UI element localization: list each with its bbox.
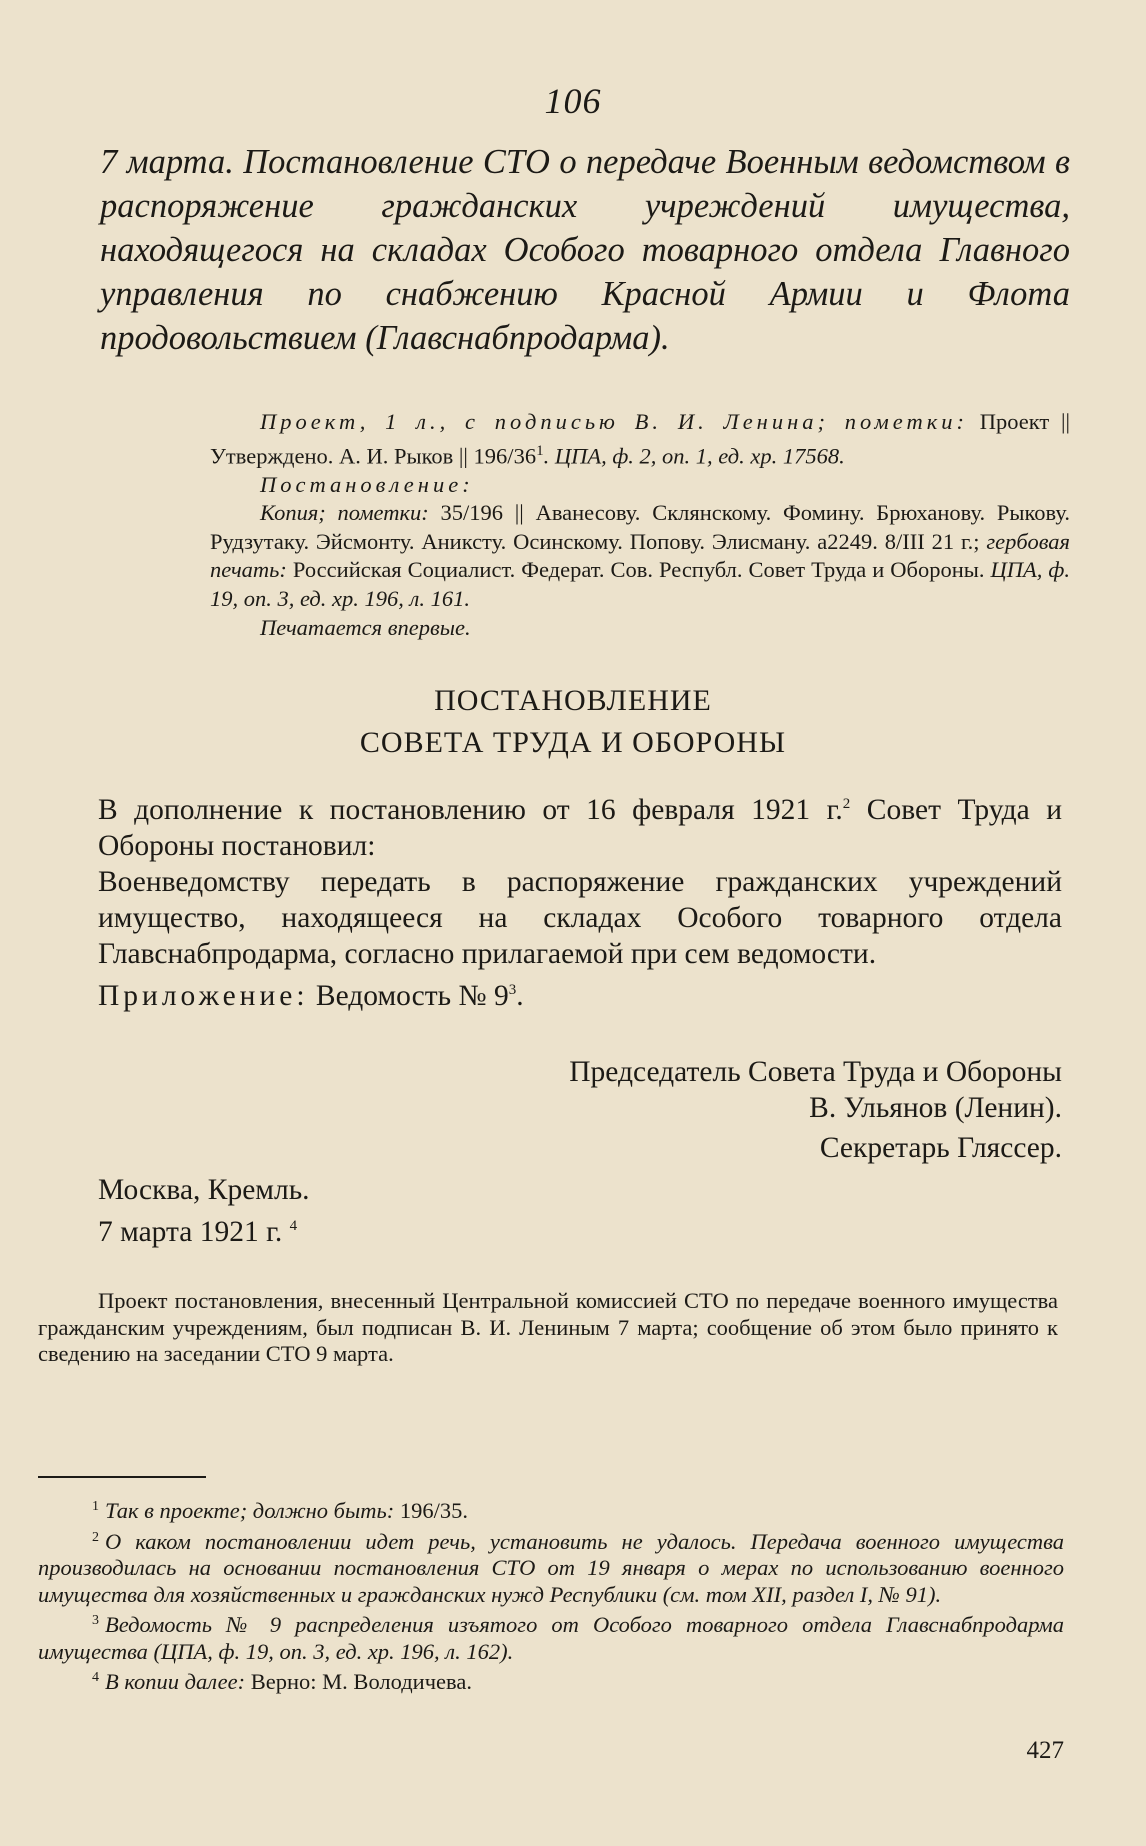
footnotes: [38, 1494, 1064, 1696]
header-page-number: 106: [544, 81, 602, 121]
body-paragraph-2: Военведомству передать в распоряжение гражданских учреждений имущество, находящееся на складах Особого товарного отдела Главснабпродарма, согласно прилагаемой при сем ведомости.: [98, 865, 1062, 970]
published-note: Печатается впервые.: [260, 614, 471, 640]
resolution-title-line1: ПОСТАНОВЛЕНИЕ: [434, 684, 712, 717]
place-date: [98, 1172, 310, 1250]
footer-page-number: 427: [1026, 1737, 1064, 1764]
editorial-note: Проект постановления, внесенный Центральной комиссией СТО по передаче военного имущества гражданским учреждениям, был подписан В. И. Лениным 7 марта; сообщение об этом было принято к сведению на заседании СТО 9 марта.: [38, 1288, 1058, 1366]
footnote-divider: [38, 1476, 206, 1478]
date: 7 марта 1921 г. $^4$: [98, 1215, 298, 1248]
footnote-4: $^4$ В копии далее: Верно: М. Володичева.: [92, 1669, 472, 1694]
resolution-title: [0, 680, 1146, 764]
body-appendix: Приложение: Ведомость № $9^3$.: [98, 979, 524, 1012]
source-description: [210, 408, 1070, 642]
source-project: Проект, 1 л., с подписью В. И. Ленина; пометки: Проект || Утверждено. А. И. Рыков || $196/36^1$. ЦПА, ф. 2, оп. 1, ед. хр. 17568.: [210, 409, 1070, 469]
source-copy: Копия; пометки: 35/196 || Аванесову. Склянскому. Фомину. Брюханову. Рыкову. Рудзутаку. Эйсмонту. Аниксту. Осинскому. Попову. Элисману. а2249. 8/III 21 г.; гербовая печать: Российская Социалист. Федерат. Сов. Республ. Совет Труда и Обороны. ЦПА, ф. 19, оп. 3, ед. хр. 196, л. 161.: [210, 500, 1071, 612]
secretary-signature: Секретарь Гляссер.: [819, 1132, 1062, 1164]
source-resolution-label: Постановление:: [260, 471, 474, 497]
resolution-title-line2: СОВЕТА ТРУДА И ОБОРОНЫ: [359, 726, 787, 759]
chair-title: Председатель Совета Труда и Обороны: [569, 1056, 1062, 1088]
place: Москва, Кремль.: [98, 1174, 310, 1206]
chair-name: В. Ульянов (Ленин).: [809, 1092, 1062, 1124]
footnote-3: $^3$ Ведомость № 9 распределения изъятого от Особого товарного отдела Главснабпродарма имущества (ЦПА, ф. 19, оп. 3, ед. хр. 196, л. 162).: [38, 1612, 1064, 1664]
resolution-body: [98, 786, 1062, 1014]
body-paragraph-1: В дополнение к постановлению от 16 февраля 1921 г.$^2$ Совет Труда и Обороны постановил:: [98, 793, 1062, 862]
footnote-1: $^1$ Так в проекте; должно быть: 196/35.: [92, 1498, 468, 1523]
document-heading: 7 марта. Постановление СТО о передаче Военным ведомством в распоряжение гражданских учреждений имущества, находящегося на складах Особого товарного отдела Главного управления по снабжению Красной Армии и Флота продовольствием (Главснабпродарма).: [100, 143, 1070, 357]
chair-signature: [362, 1054, 1062, 1126]
footnote-2: $^2$ О каком постановлении идет речь, установить не удалось. Передача военного имущества производилась на основании постановления СТО от 19 января о мерах по использованию военного имущества для хозяйственных и гражданских нужд Республики (см. том XII, раздел I, № 91).: [38, 1528, 1064, 1607]
